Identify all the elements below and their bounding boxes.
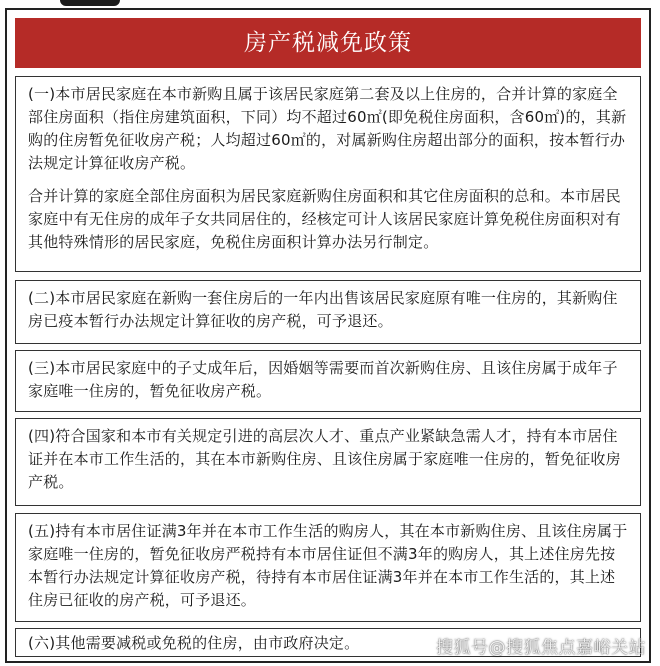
policy-item-1-paragraph-1: (一)本市居民家庭在本市新购且属于该居民家庭第二套及以上住房的，合并计算的家庭全部住房面积（指住房建筑面积，下同）均不超过60㎡(即免税住房面积，含60㎡)的，其新购的住房暂免征收房产税；人均超过60㎡的，对属新购住房超出部分的面积，按本暂行办法规定计算征收房产税。 (28, 85, 627, 172)
policy-item-2 (15, 280, 641, 344)
watermark: 搜狐号@搜狐焦点嘉峪关站 (436, 638, 646, 658)
policy-item-4 (15, 418, 641, 506)
page-title: 房产税减免政策 (15, 18, 641, 68)
policy-item-4-text: (四)符合国家和本市有关规定引进的高层次人才、重点产业紧缺急需人才，持有本市居住证并在本市工作生活的，其在本市新购住房、且该住房属于家庭唯一住房的，暂免征收房产税。 (28, 427, 621, 491)
policy-panel (5, 8, 651, 663)
policy-item-1 (15, 76, 641, 272)
policy-item-2-text: (二)本市居民家庭在新购一套住房后的一年内出售该居民家庭原有唯一住房的，其新购住房已疫本暂行办法规定计算征收的房产税，可予退还。 (28, 289, 618, 330)
decorative-arc (60, 0, 120, 6)
policy-item-5-text: (五)持有本市居住证满3年并在本市工作生活的购房人，其在本市新购住房、且该住房属于家庭唯一住房的，暂免征收房严税持有本市居住证但不满3年的购房人，其上述住房先按本暂行办法规定计算征收房产税，待持有本市居住证满3年并在本市工作生活的，其上述住房已征收的房产税，可予退还。 (28, 522, 628, 609)
policy-item-1-paragraph-2: 合并计算的家庭全部住房面积为居民家庭新购住房面积和其它住房面积的总和。本市居民家庭中有无住房的成年子女共同居住的，经核定可计人该居民家庭计算免税住房面积对有其他特殊情形的居民家庭，免税住房面积计算办法另行制定。 (28, 187, 621, 251)
policy-item-3 (15, 350, 641, 412)
policy-item-3-text: (三)本市居民家庭中的子丈成年后，因婚姻等需要而首次新购住房、且该住房属于成年子家庭唯一住房的，暂免征收房产税。 (28, 359, 618, 400)
policy-item-6-text: (六)其他需要减税或免税的住房，由市政府决定。 (28, 634, 360, 652)
policy-item-5 (15, 513, 641, 622)
